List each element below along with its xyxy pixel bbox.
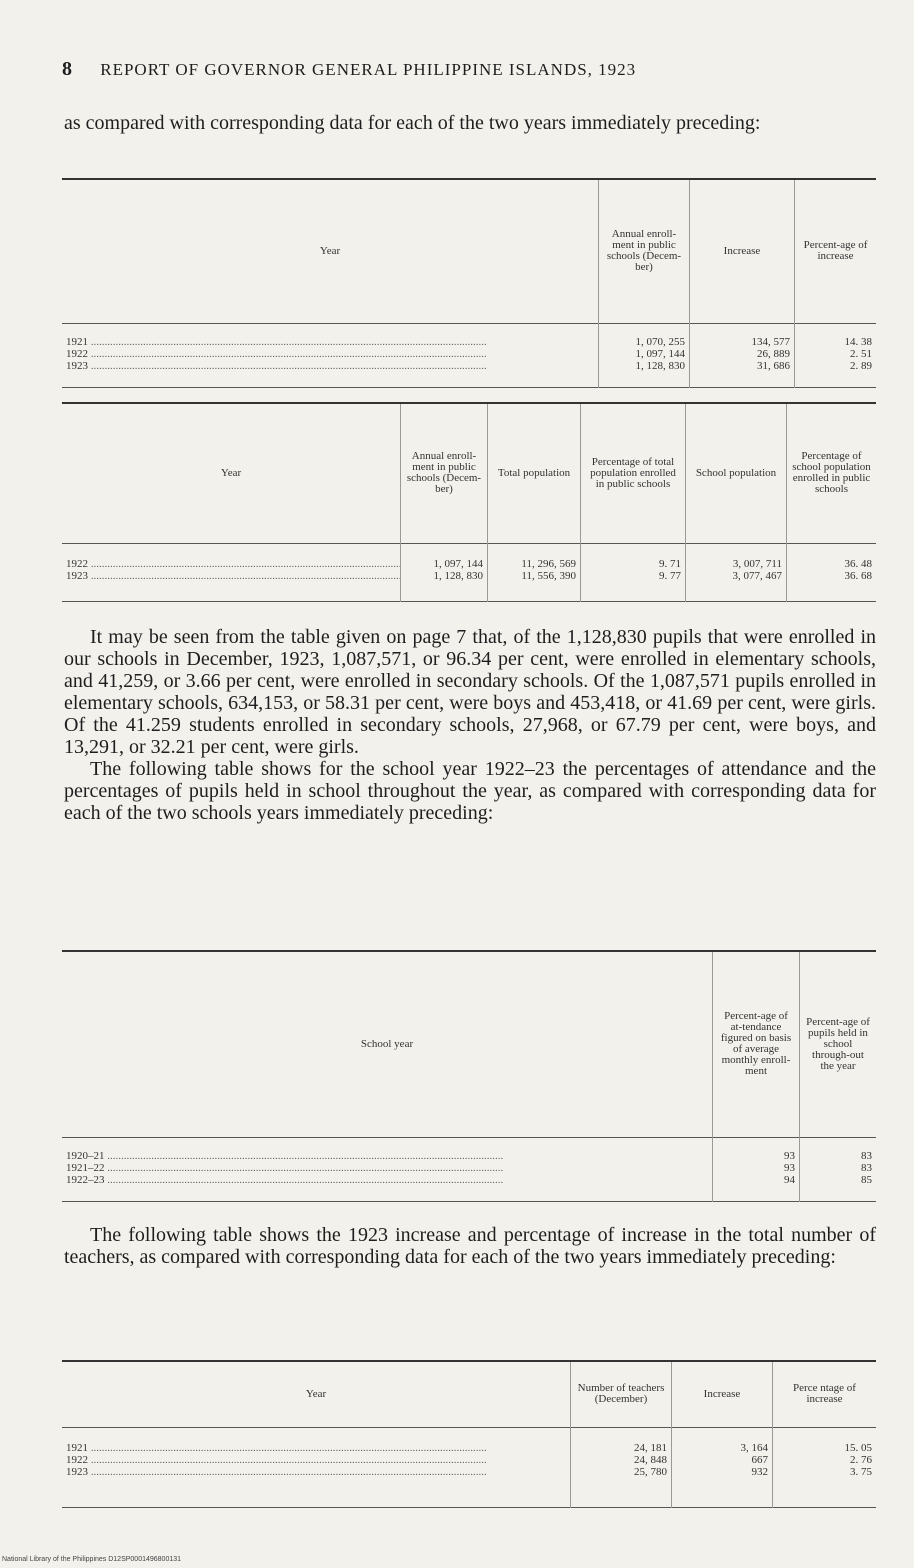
table-cell: 1, 097, 144 (635, 347, 685, 360)
running-title: REPORT OF GOVERNOR GENERAL PHILIPPINE ISLANDS, 1923 (100, 60, 637, 79)
table-cell: 1922 ..... (66, 348, 594, 360)
table-cell: 24, 848 (634, 1453, 667, 1466)
table-cell: 3, 007, 711 (732, 557, 782, 570)
table-cell: 1922 ..... (66, 1454, 566, 1466)
col-header: Year (319, 244, 341, 257)
table-cell: 667 (751, 1453, 768, 1466)
table-cell: 9. 71 (659, 557, 681, 570)
table-cell: 11, 556, 390 (521, 569, 576, 582)
col-header: Increase (672, 1361, 773, 1427)
col-header: Annual enroll-ment in public schools (Decem-ber) (599, 179, 690, 323)
table-cell: 94 (784, 1173, 795, 1186)
table-cell: 85 (861, 1173, 872, 1186)
table-cell: 93 (784, 1149, 795, 1162)
col-header: Increase (690, 179, 795, 323)
enrollment-increase-table (62, 178, 876, 388)
table-cell: 31, 686 (757, 359, 790, 372)
intro-text: as compared with corresponding data for each of the two years immediately preceding: (64, 112, 761, 134)
table-cell: 83 (861, 1149, 872, 1162)
table-cell: 25, 780 (634, 1465, 667, 1478)
table-cell: 1, 097, 144 (433, 557, 483, 570)
attendance-table (62, 950, 876, 1202)
population-enrollment-table (62, 402, 876, 602)
table-cell: 1921 ..... (66, 336, 594, 348)
table-cell: 14. 38 (844, 335, 872, 348)
col-header: Year (220, 466, 242, 479)
table-cell: 1, 128, 830 (635, 359, 685, 372)
table-cell: 83 (861, 1161, 872, 1174)
table-cell: 2. 76 (850, 1453, 872, 1466)
table-cell: 1922–23 ..... (66, 1174, 708, 1186)
teachers-table (62, 1360, 876, 1508)
col-header: Perce ntage of increase (773, 1361, 877, 1427)
scan-footer: National Library of the Philippines D12SP0001496800131 (2, 1556, 182, 1563)
table-cell: 36. 48 (844, 557, 872, 570)
table-cell: 1923 ..... (66, 570, 396, 582)
col-header: Percentage of total population enrolled in public schools (581, 403, 686, 543)
col-header: Percent-age of pupils held in school through-out the year (800, 951, 877, 1137)
col-header: Year (305, 1387, 327, 1400)
table-cell: 2. 51 (850, 347, 872, 360)
col-header: Percentage of school population enrolled in public schools (787, 403, 877, 543)
table-cell: 1923 ..... (66, 1466, 566, 1478)
enrollment-analysis-paragraph: It may be seen from the table given on page 7 that, of the 1,128,830 pupils that were enrolled in our schools in December, 1923, 1,087,571, or 96.34 per cent, were enrolled in elementary schools, and 41,259, or 3.66 per cent, were enrolled in secondary schools. Of the 1,087,571 pupils enrolled in elementary schools, 634,153, or 58.31 per cent, were boys and 453,418, or 41.69 per cent, were girls. Of the 41.259 students enrolled in secondary schools, 27,968, or 67.79 per cent, were boys, and 13,291, or 32.21 per cent, were girls. The following table shows for the school year 1922–23 the percentages of attendance and the percentages of pupils held in school throughout the year, as compared with corresponding data for each of the two schools years immediately preceding: (64, 626, 876, 824)
col-header: Total population (488, 403, 581, 543)
table-cell: 93 (784, 1161, 795, 1174)
table-cell: 1, 070, 255 (635, 335, 685, 348)
table-cell: 1922 ..... (66, 558, 396, 570)
table-cell: 1920–21 ..... (66, 1150, 708, 1162)
table-cell: 15. 05 (844, 1441, 872, 1454)
page-number: 8 (62, 58, 73, 80)
col-header: Number of teachers (December) (571, 1361, 672, 1427)
table-cell: 1923 ..... (66, 360, 594, 372)
col-header: Annual enroll-ment in public schools (Decem-ber) (401, 403, 488, 543)
table-cell: 1921–22 ..... (66, 1162, 708, 1174)
table-cell: 1921 ..... (66, 1442, 566, 1454)
table-cell: 36. 68 (844, 569, 872, 582)
table-cell: 932 (751, 1465, 768, 1478)
table-cell: 24, 181 (634, 1441, 667, 1454)
table-cell: 134, 577 (751, 335, 790, 348)
teachers-intro-paragraph: The following table shows the 1923 increase and percentage of increase in the total number of teachers, as compared with corresponding data for each of the two years immediately preceding: (64, 1224, 876, 1268)
table-cell: 9. 77 (659, 569, 681, 582)
col-header: School year (360, 1037, 414, 1050)
table-cell: 2. 89 (850, 359, 872, 372)
table-cell: 1, 128, 830 (433, 569, 483, 582)
table-cell: 11, 296, 569 (521, 557, 576, 570)
col-header: School population (686, 403, 787, 543)
col-header: Percent-age of at-tendance figured on basis of average monthly enroll-ment (713, 951, 800, 1137)
col-header: Percent-age of increase (795, 179, 877, 323)
table-cell: 3, 077, 467 (732, 569, 782, 582)
table-cell: 26, 889 (757, 347, 790, 360)
table-cell: 3. 75 (850, 1465, 872, 1478)
table-cell: 3, 164 (740, 1441, 768, 1454)
page-header (62, 58, 636, 81)
